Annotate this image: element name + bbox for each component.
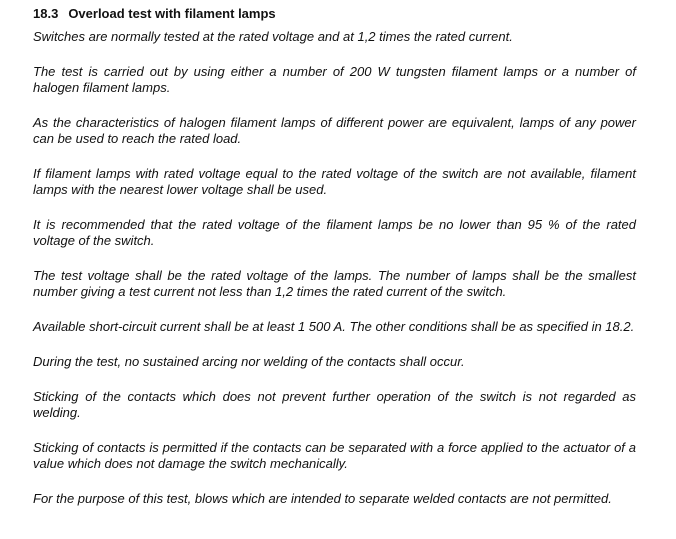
paragraph-6: The test voltage shall be the rated voltage of the lamps. The number of lamps shall be the smallest number giving a test current not less than 1,2 times the rated current of the switch. bbox=[33, 268, 636, 299]
paragraph-3: As the characteristics of halogen filament lamps of different power are equivalent, lamps of any power can be used to reach the rated load. bbox=[33, 115, 636, 146]
section-title: Overload test with filament lamps bbox=[68, 6, 276, 21]
paragraph-2: The test is carried out by using either a number of 200 W tungsten filament lamps or a number of halogen filament lamps. bbox=[33, 64, 636, 95]
paragraph-8: During the test, no sustained arcing nor welding of the contacts shall occur. bbox=[33, 354, 465, 369]
paragraph-7: Available short-circuit current shall be at least 1 500 A. The other conditions shall be as specified in 18.2. bbox=[33, 319, 635, 334]
section-number: 18.3 bbox=[33, 6, 59, 21]
paragraph-5: It is recommended that the rated voltage of the filament lamps be no lower than 95 % of the rated voltage of the switch. bbox=[33, 217, 636, 248]
paragraph-11: For the purpose of this test, blows which are intended to separate welded contacts are not permitted. bbox=[33, 491, 612, 506]
paragraph-4: If filament lamps with rated voltage equal to the rated voltage of the switch are not available, filament lamps with the nearest lower voltage shall be used. bbox=[33, 166, 636, 197]
section-heading bbox=[33, 5, 636, 22]
paragraph-10: Sticking of contacts is permitted if the contacts can be separated with a force applied to the actuator of a value which does not damage the switch mechanically. bbox=[33, 440, 636, 471]
paragraph-9: Sticking of the contacts which does not prevent further operation of the switch is not regarded as welding. bbox=[33, 389, 636, 420]
document-page bbox=[33, 5, 636, 526]
paragraph-1: Switches are normally tested at the rated voltage and at 1,2 times the rated current. bbox=[33, 29, 513, 44]
